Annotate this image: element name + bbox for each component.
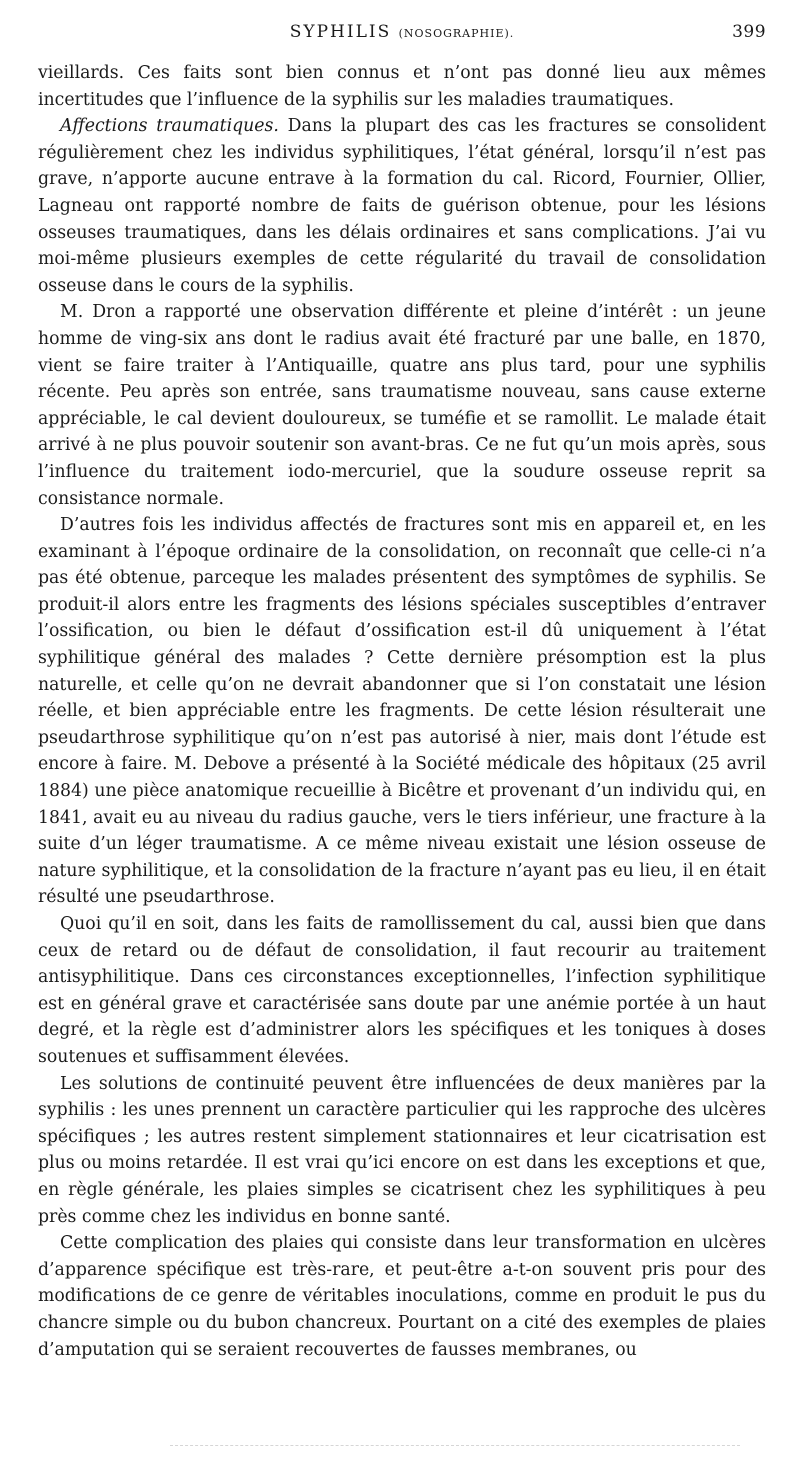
paragraph-continuation — [38, 60, 766, 113]
paragraph-dron-observation — [38, 299, 766, 512]
running-title-subtitle: (NOSOGRAPHIE). — [398, 27, 515, 40]
page-header — [38, 22, 766, 60]
section-lead-heading: Affections traumatiques. — [60, 116, 279, 137]
paragraph-text: Les solutions de continuité peuvent être influencées de deux manières par la syphilis : les unes prennent un caractère particulier qui les rapproche des ulcères spécifiques ; les autres restent simplement stationnaires et leur cicatrisation est plus ou moins retardée. Il est vrai qu’ici encore on est dans les exceptions et que, en règle générale, les plaies simples se cicatrisent chez les syphilitiques à peu près comme chez les individus en bonne santé. — [38, 1073, 766, 1227]
paragraph-text: Dans la plupart des cas les fractures se consolident régulièrement chez les individus syphilitiques, l’état général, lorsqu’il n’est pas grave, n’apporte aucune entrave à la formation du cal. Ricord, Fournier, Ollier, Lagneau ont rapporté nombre de faits de guérison obtenue, pour les lésions osseuses traumatiques, dans les délais ordinaires et sans complications. J’ai vu moi-même plusieurs exemples de cette régularité du travail de consolidation osseuse dans le cours de la syphilis. — [38, 116, 767, 296]
paragraph-pseudarthrosis — [38, 512, 766, 911]
running-title — [290, 22, 515, 42]
faint-footer-line — [170, 1445, 740, 1448]
body-text — [38, 60, 766, 1363]
paragraph-text: D’autres fois les individus affectés de fractures sont mis en appareil et, en les examinant à l’époque ordinaire de la consolidation, on reconnaît que celle-ci n’a pas été obtenue, parceque les malades présentent des symptômes de syphilis. Se produit-il alors entre les fragments des lésions spéciales susceptibles d’entraver l’ossification, ou bien le défaut d’ossification est-il dû uniquement à l’état syphilitique général des malades ? Cette dernière présomption est la plus naturelle, et celle qu’on ne devrait abandonner que si l’on constatait une lésion réelle, et bien appréciable entre les fragments. De cette lésion résulterait une pseudarthrose syphilitique qu’on n’est pas autorisé à nier, mais dont l’étude est encore à faire. M. Debove a présenté à la Société médicale des hôpitaux (25 avril 1884) une pièce anatomique recueillie à Bicêtre et provenant d’un individu qui, en 1841, avait eu au niveau du radius gauche, vers le tiers inférieur, une fracture à la suite d’un léger traumatisme. A ce même niveau existait une lésion osseuse de nature syphilitique, et la consolidation de la fracture n’ayant pas eu lieu, il en était résulté une pseudarthrose. — [38, 515, 766, 908]
paragraph-text: Cette complication des plaies qui consiste dans leur transformation en ulcères d’apparence spécifique est très-rare, et peut-être a-t-on souvent pris pour des modifications de ce genre de véritables inoculations, comme en produit le pus du chancre simple ou du bubon chancreux. Pourtant on a cité des exemples de plaies d’amputation qui se seraient recouvertes de fausses membranes, ou — [38, 1233, 766, 1360]
paragraph-text: M. Dron a rapporté une observation différente et pleine d’intérêt : un jeune homme de ving-six ans dont le radius avait été fracturé par une balle, en 1870, vient se faire traiter à l’Antiquaille, quatre ans plus tard, pour une syphilis récente. Peu après son entrée, sans traumatisme nouveau, sans cause externe appréciable, le cal devient douloureux, se tuméfie et se ramollit. Le malade était arrivé à ne plus pouvoir soutenir son avant-bras. Ce ne fut qu’un mois après, sous l’influence du traitement iodo-mercuriel, que la soudure osseuse reprit sa consistance normale. — [38, 302, 766, 509]
paragraph-wounds — [38, 1071, 766, 1231]
paragraph-traumatic-affections — [38, 113, 766, 299]
paragraph-text: vieillards. Ces faits sont bien connus et n’ont pas donné lieu aux mêmes incertitudes que l’influence de la syphilis sur les maladies traumatiques. — [38, 63, 766, 110]
paragraph-text: Quoi qu’il en soit, dans les faits de ramollissement du cal, aussi bien que dans ceux de retard ou de défaut de consolidation, il faut recourir au traitement antisyphilitique. Dans ces circonstances exceptionnelles, l’infection syphilitique est en général grave et caractérisée sans doute par une anémie portée à un haut degré, et la règle est d’administrer alors les spécifiques et les toniques à doses soutenues et suffisamment élevées. — [38, 914, 766, 1067]
paragraph-treatment — [38, 911, 766, 1071]
paragraph-ulcers — [38, 1230, 766, 1363]
running-title-main: SYPHILIS — [289, 22, 392, 42]
page-number: 399 — [732, 22, 767, 42]
book-page — [38, 22, 766, 1363]
